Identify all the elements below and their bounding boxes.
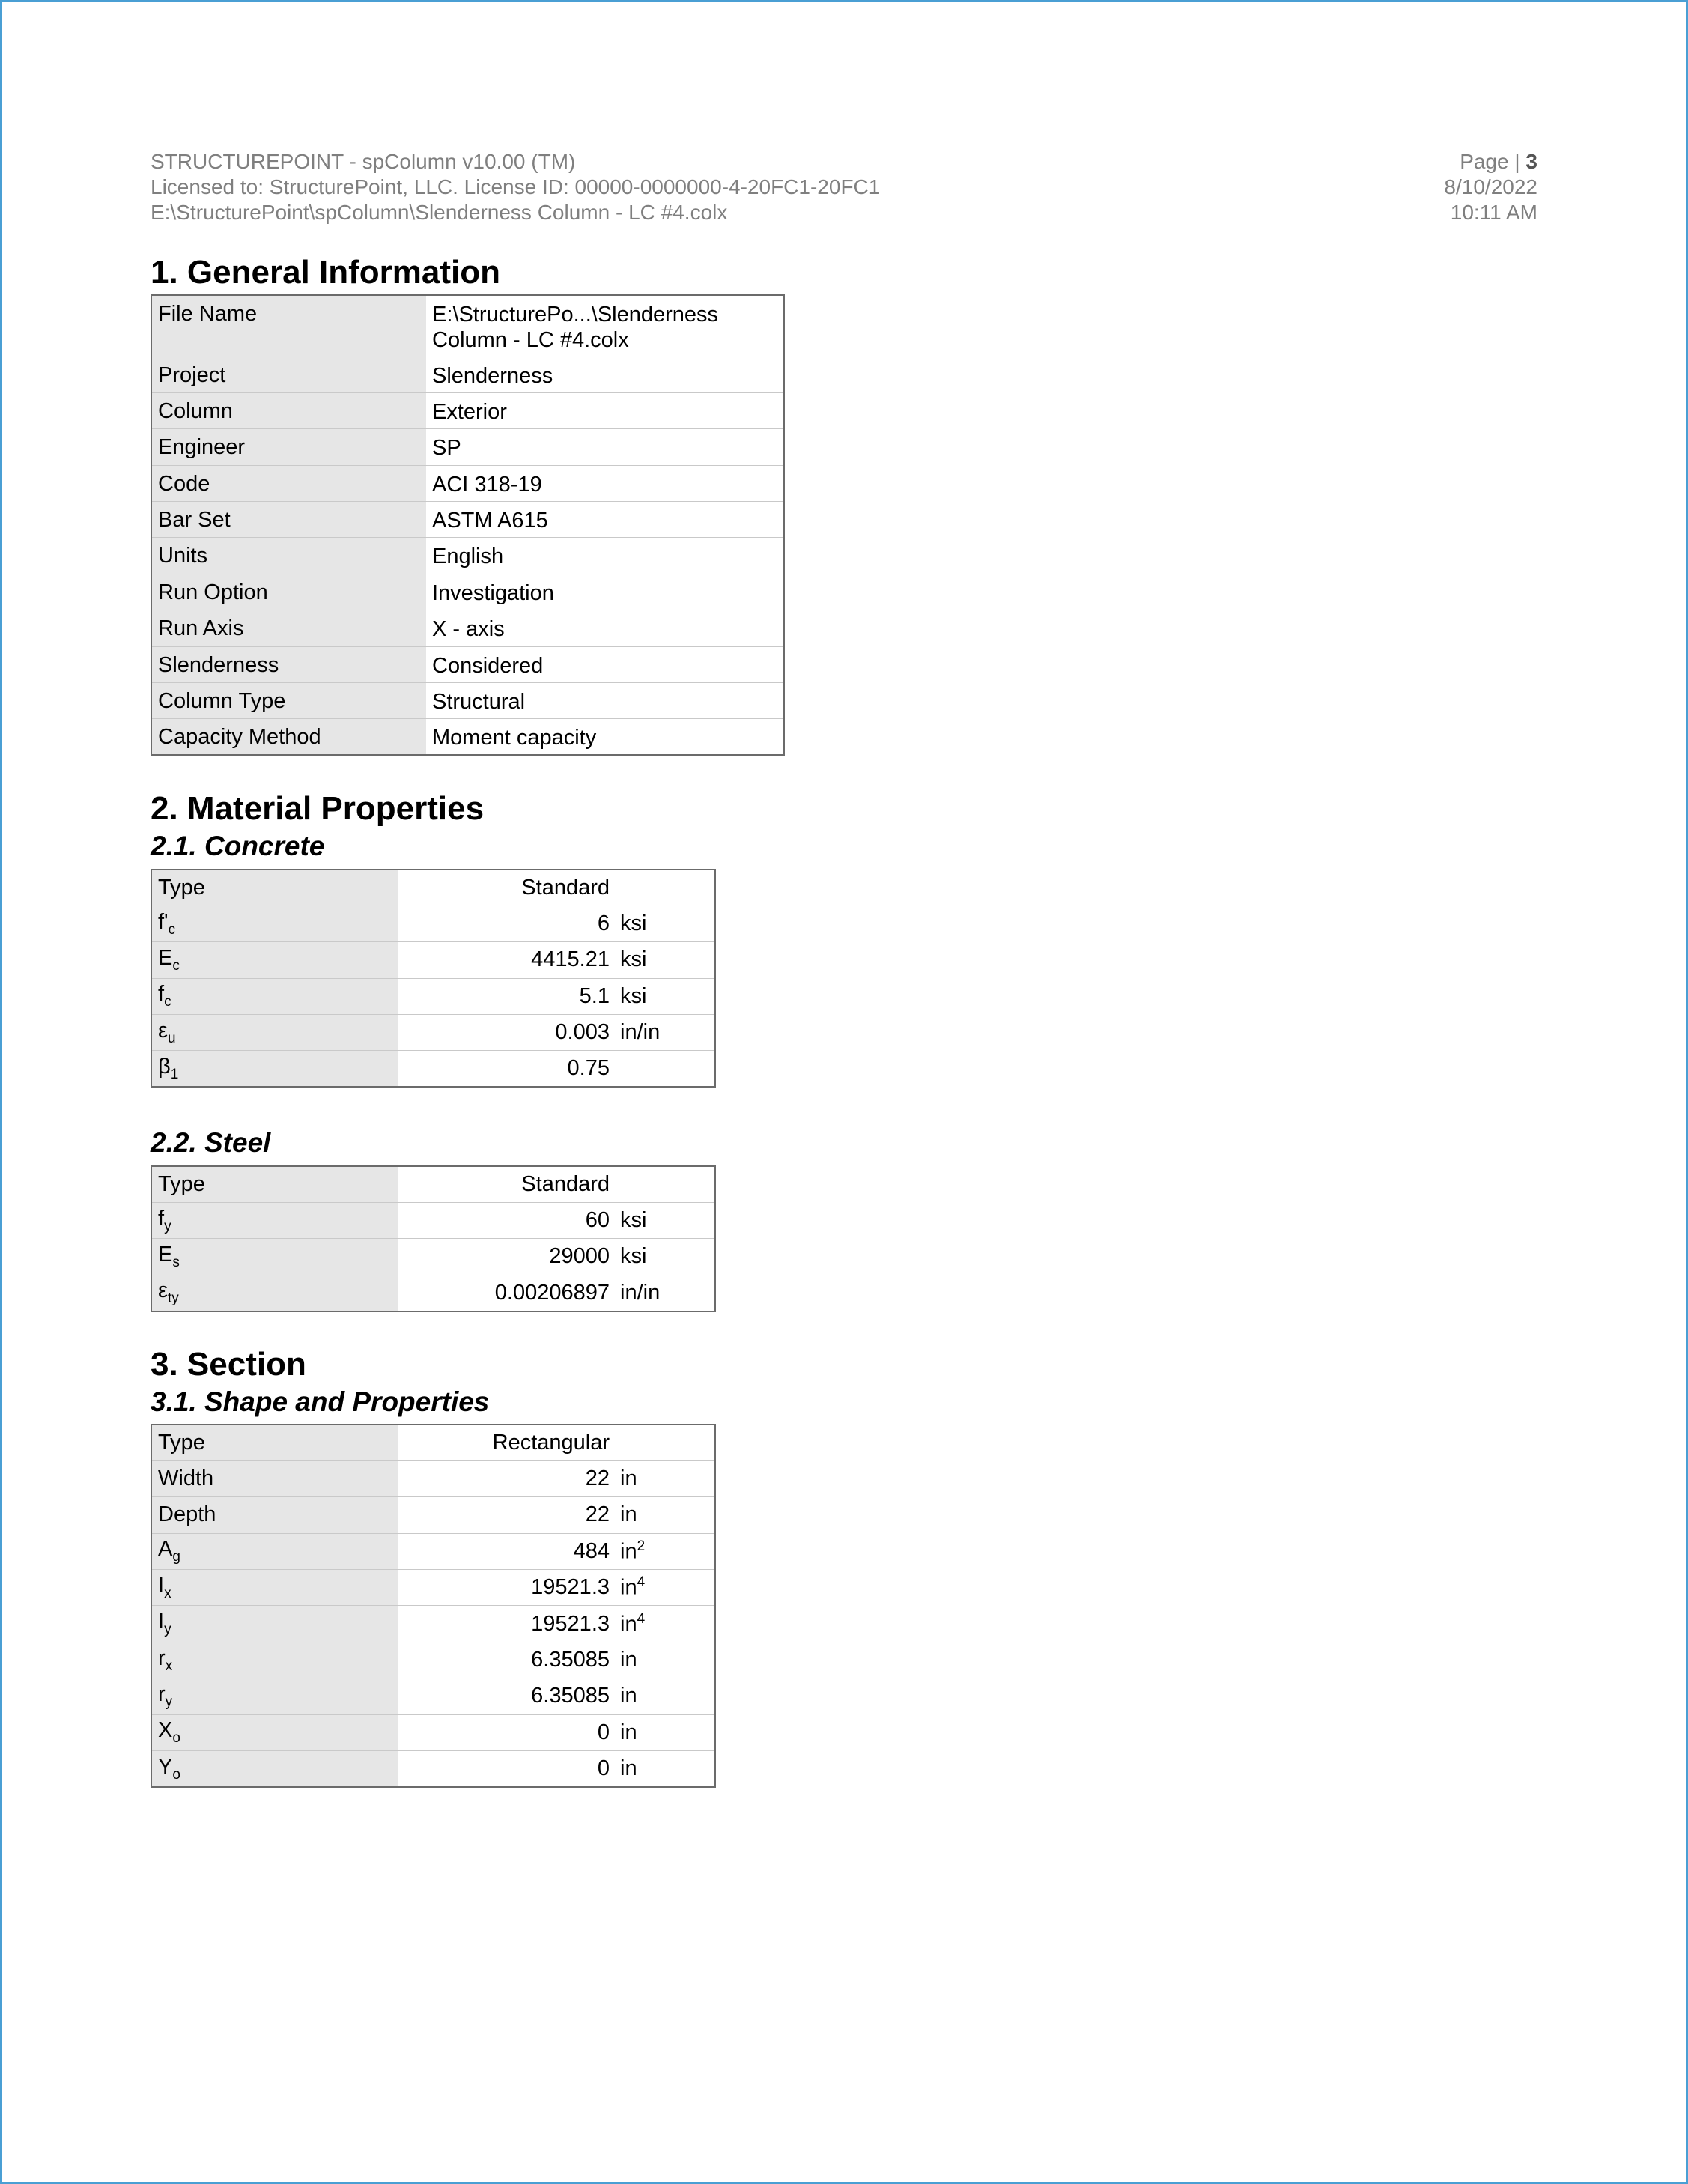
unit-text: in	[620, 1502, 637, 1527]
concrete-heading: 2.1. Concrete	[151, 831, 325, 861]
row-unit	[620, 1606, 715, 1642]
unit-cell	[620, 1166, 715, 1202]
shape-heading: 3.1. Shape and Properties	[151, 1386, 490, 1417]
table-row	[151, 1606, 715, 1642]
row-value: 22	[398, 1497, 620, 1533]
value-line: X - axis	[432, 617, 505, 642]
symbol-subscript: y	[165, 1693, 173, 1710]
unit-text: in	[620, 1539, 637, 1564]
row-unit	[620, 1642, 715, 1678]
row-value: 0.75	[398, 1051, 620, 1087]
symbol-subscript: 1	[170, 1066, 179, 1082]
shape-table	[151, 1424, 716, 1788]
symbol-subscript: o	[172, 1766, 180, 1783]
header-page: Page | 3	[1460, 150, 1537, 173]
symbol: f	[158, 982, 165, 1007]
row-value: 0.003	[398, 1015, 620, 1051]
value-line: Slenderness	[432, 363, 553, 388]
row-value	[426, 392, 784, 428]
row-value	[426, 610, 784, 646]
symbol: A	[158, 1537, 173, 1562]
symbol-subscript: g	[172, 1549, 180, 1565]
row-label	[151, 1275, 398, 1311]
row-unit	[620, 1275, 715, 1311]
row-label: Column	[151, 392, 426, 428]
value-line: ACI 318-19	[432, 472, 542, 497]
unit-text: in/in	[620, 1280, 661, 1305]
row-label	[151, 1533, 398, 1569]
unit-text: in	[620, 1648, 637, 1672]
table-row	[151, 646, 784, 682]
table-row	[151, 1460, 715, 1496]
table-row	[151, 1275, 715, 1311]
row-value: 0.00206897	[398, 1275, 620, 1311]
row-label	[151, 1202, 398, 1238]
row-label	[151, 1606, 398, 1642]
row-value	[426, 357, 784, 392]
symbol-subscript: c	[172, 957, 180, 974]
table-row	[151, 1533, 715, 1569]
table-row	[151, 610, 784, 646]
symbol: X	[158, 1718, 173, 1743]
symbol-subscript: y	[164, 1218, 171, 1234]
symbol: E	[158, 946, 173, 971]
row-label	[151, 1460, 398, 1496]
row-value	[426, 683, 784, 719]
row-label	[151, 1678, 398, 1714]
row-unit	[620, 1570, 715, 1606]
value-line: Structural	[432, 690, 526, 715]
table-row	[151, 1051, 715, 1087]
unit-exponent: 4	[637, 1610, 646, 1627]
table-row	[151, 942, 715, 978]
row-label: Code	[151, 465, 426, 501]
header-date: 8/10/2022	[1444, 175, 1537, 198]
row-label: Slenderness	[151, 646, 426, 682]
steel-heading: 2.2. Steel	[151, 1127, 271, 1158]
row-label: Units	[151, 538, 426, 574]
row-value: 6	[398, 906, 620, 941]
symbol-subscript: o	[172, 1730, 180, 1747]
unit-text: in	[620, 1576, 637, 1601]
row-unit	[620, 1714, 715, 1750]
row-label: Run Axis	[151, 610, 426, 646]
row-value: 0	[398, 1751, 620, 1787]
type-value: Rectangular	[492, 1430, 610, 1455]
steel-table	[151, 1165, 716, 1312]
unit-text: ksi	[620, 911, 647, 936]
type-value: Standard	[521, 875, 610, 900]
row-value	[426, 719, 784, 755]
value-line: E:\StructurePo...\Slenderness	[432, 303, 719, 327]
row-value	[426, 429, 784, 465]
row-unit	[620, 1497, 715, 1533]
symbol: r	[158, 1682, 166, 1707]
value-line: Moment capacity	[432, 726, 597, 750]
row-value: 6.35085	[398, 1678, 620, 1714]
table-row	[151, 1570, 715, 1606]
unit-text: in	[620, 1612, 637, 1637]
row-value: 60	[398, 1202, 620, 1238]
symbol-subscript: y	[164, 1622, 171, 1638]
unit-text: in	[620, 1466, 637, 1491]
unit-text: in	[620, 1684, 637, 1708]
symbol: f'	[158, 909, 169, 934]
row-value: 19521.3	[398, 1570, 620, 1606]
row-label	[151, 1497, 398, 1533]
row-unit	[620, 1051, 715, 1087]
type-row	[151, 1166, 715, 1202]
row-label	[151, 1051, 398, 1087]
table-row	[151, 295, 784, 357]
value-line: Exterior	[432, 399, 507, 424]
symbol: I	[158, 1573, 165, 1598]
row-value: 4415.21	[398, 942, 620, 978]
row-unit	[620, 1751, 715, 1787]
table-row	[151, 683, 784, 719]
symbol-subscript: u	[167, 1030, 176, 1046]
unit-cell	[620, 870, 715, 906]
unit-text: ksi	[620, 983, 647, 1008]
row-label: Bar Set	[151, 502, 426, 538]
row-label	[151, 978, 398, 1014]
table-row	[151, 538, 784, 574]
row-value: 484	[398, 1533, 620, 1569]
row-value	[426, 502, 784, 538]
row-label: Run Option	[151, 574, 426, 610]
unit-text: ksi	[620, 947, 647, 972]
row-label	[151, 1751, 398, 1787]
row-label: Project	[151, 357, 426, 392]
row-unit	[620, 1460, 715, 1496]
table-row	[151, 1497, 715, 1533]
table-row	[151, 1714, 715, 1750]
row-label: Capacity Method	[151, 719, 426, 755]
symbol-subscript: x	[165, 1657, 173, 1674]
unit-text: in	[620, 1720, 637, 1744]
symbol: ε	[158, 1018, 168, 1043]
row-value	[426, 538, 784, 574]
general-info-table	[151, 294, 785, 756]
row-label	[151, 1714, 398, 1750]
header-license: Licensed to: StructurePoint, LLC. License ID: 00000-0000000-4-20FC1-20FC1	[151, 175, 881, 198]
row-unit	[620, 906, 715, 941]
row-value	[426, 295, 784, 357]
value-line: English	[432, 545, 504, 569]
row-label	[151, 906, 398, 941]
row-unit	[620, 978, 715, 1014]
row-label: Column Type	[151, 683, 426, 719]
row-value	[426, 574, 784, 610]
table-row	[151, 1642, 715, 1678]
header-file-path: E:\StructurePoint\spColumn\Slenderness Column - LC #4.colx	[151, 201, 728, 224]
symbol: E	[158, 1243, 173, 1267]
concrete-table	[151, 869, 716, 1088]
row-unit	[620, 1533, 715, 1569]
table-row	[151, 574, 784, 610]
row-unit	[620, 1202, 715, 1238]
section-heading: 3. Section	[151, 1346, 306, 1383]
unit-exponent: 2	[637, 1538, 646, 1555]
symbol-subscript: s	[172, 1254, 180, 1270]
symbol: f	[158, 1206, 165, 1231]
value-line: ASTM A615	[432, 509, 548, 533]
general-info-heading: 1. General Information	[151, 254, 500, 291]
table-row	[151, 465, 784, 501]
header-product: STRUCTUREPOINT - spColumn v10.00 (TM)	[151, 150, 576, 173]
type-label: Type	[151, 870, 398, 906]
row-unit	[620, 942, 715, 978]
symbol: Depth	[158, 1502, 216, 1527]
row-label	[151, 1239, 398, 1275]
table-row	[151, 1678, 715, 1714]
table-row	[151, 906, 715, 941]
symbol: Width	[158, 1466, 214, 1491]
row-unit	[620, 1015, 715, 1051]
value-line: SP	[432, 436, 461, 461]
table-row	[151, 1751, 715, 1787]
table-row	[151, 429, 784, 465]
row-value: 0	[398, 1714, 620, 1750]
row-unit	[620, 1239, 715, 1275]
symbol: ε	[158, 1278, 168, 1303]
type-row	[151, 1425, 715, 1460]
row-value: 22	[398, 1460, 620, 1496]
row-label: Engineer	[151, 429, 426, 465]
row-label: File Name	[151, 295, 426, 357]
header-time: 10:11 AM	[1450, 201, 1537, 224]
symbol-subscript: c	[168, 921, 176, 938]
table-row	[151, 357, 784, 392]
value-line: Column - LC #4.colx	[432, 328, 629, 352]
symbol-subscript: x	[164, 1585, 171, 1601]
table-row	[151, 502, 784, 538]
type-value: Standard	[521, 1171, 610, 1196]
unit-text: ksi	[620, 1208, 647, 1233]
value-line: Investigation	[432, 580, 554, 605]
value-line: Considered	[432, 653, 544, 678]
row-label	[151, 1570, 398, 1606]
row-label	[151, 942, 398, 978]
table-row	[151, 392, 784, 428]
type-label: Type	[151, 1166, 398, 1202]
symbol-subscript: ty	[167, 1290, 179, 1307]
symbol: I	[158, 1610, 165, 1634]
table-row	[151, 1015, 715, 1051]
row-unit	[620, 1678, 715, 1714]
table-row	[151, 1202, 715, 1238]
row-value: 5.1	[398, 978, 620, 1014]
symbol-subscript: c	[164, 994, 171, 1010]
row-value: 6.35085	[398, 1642, 620, 1678]
unit-cell	[620, 1425, 715, 1460]
table-row	[151, 1239, 715, 1275]
row-label	[151, 1642, 398, 1678]
row-label	[151, 1015, 398, 1051]
symbol: r	[158, 1645, 166, 1670]
row-value	[426, 646, 784, 682]
page-number: 3	[1525, 150, 1537, 173]
table-row	[151, 719, 784, 755]
unit-text: in/in	[620, 1020, 661, 1045]
unit-exponent: 4	[637, 1574, 646, 1591]
row-value	[426, 465, 784, 501]
symbol: Y	[158, 1754, 173, 1779]
row-value: 29000	[398, 1239, 620, 1275]
type-label: Type	[151, 1425, 398, 1460]
symbol: β	[158, 1055, 171, 1079]
table-row	[151, 978, 715, 1014]
row-value: 19521.3	[398, 1606, 620, 1642]
material-heading: 2. Material Properties	[151, 790, 485, 827]
type-row	[151, 870, 715, 906]
unit-text: in	[620, 1756, 637, 1780]
unit-text: ksi	[620, 1244, 647, 1269]
